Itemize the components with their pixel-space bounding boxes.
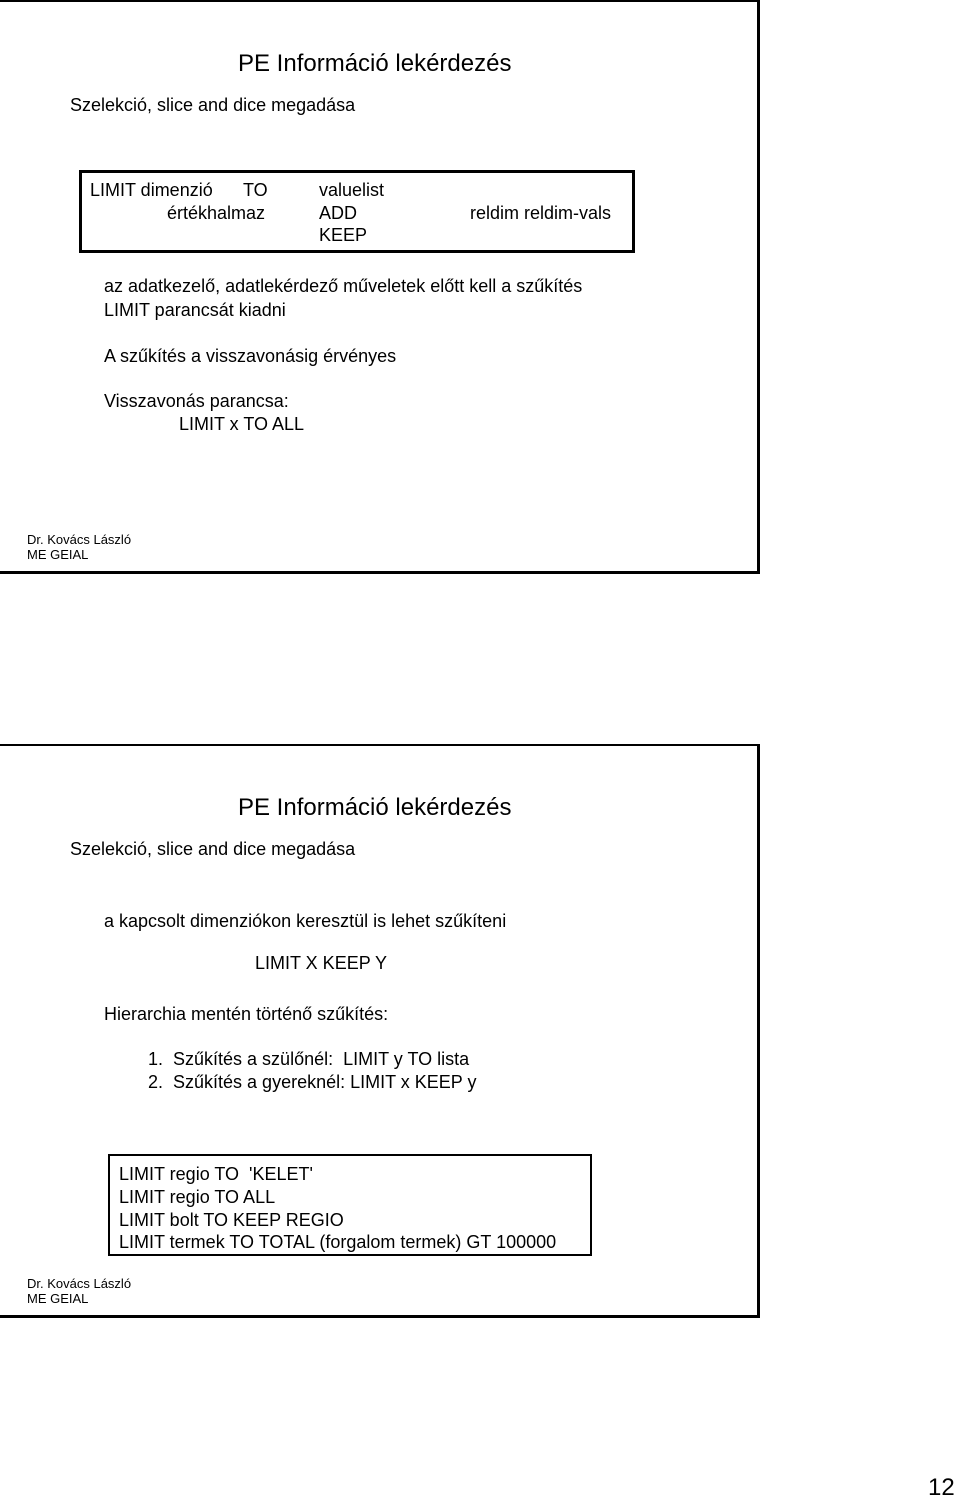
example-line: LIMIT regio TO ALL <box>119 1187 276 1207</box>
paragraph-line: LIMIT parancsát kiadni <box>104 300 286 320</box>
syntax-value-set: értékhalmaz <box>167 203 266 223</box>
author: Dr. Kovács László <box>27 1276 132 1291</box>
syntax-keep: KEEP <box>319 225 368 245</box>
page-number: 12 <box>928 1474 955 1501</box>
author: Dr. Kovács László <box>27 532 132 547</box>
syntax-to: TO <box>243 180 268 200</box>
institution: ME GEIAL <box>27 1291 89 1306</box>
slide-title: PE Információ lekérdezés <box>238 50 512 77</box>
examples-box <box>108 1154 592 1256</box>
example-line: LIMIT regio TO 'KELET' <box>119 1164 313 1184</box>
paragraph-line: a kapcsolt dimenziókon keresztül is lehet szűkíteni <box>104 911 507 931</box>
list-item: 1. Szűkítés a szülőnél: LIMIT y TO lista <box>148 1049 470 1069</box>
paragraph-line: az adatkezelő, adatlekérdező műveletek előtt kell a szűkítés <box>104 276 583 296</box>
command-example: LIMIT X KEEP Y <box>255 953 388 973</box>
list-item: 2. Szűkítés a gyereknél: LIMIT x KEEP y <box>148 1072 477 1092</box>
paragraph-line: Visszavonás parancsa: <box>104 391 289 411</box>
syntax-reldim: reldim reldim-vals <box>470 203 612 223</box>
institution: ME GEIAL <box>27 547 89 562</box>
syntax-box <box>79 170 635 253</box>
slide-1 <box>0 0 760 574</box>
slide-subtitle: Szelekció, slice and dice megadása <box>70 839 356 859</box>
syntax-limit-dimension: LIMIT dimenzió <box>90 180 213 200</box>
slide-title: PE Információ lekérdezés <box>238 794 512 821</box>
slide-subtitle: Szelekció, slice and dice megadása <box>70 95 356 115</box>
example-line: LIMIT termek TO TOTAL (forgalom termek) GT 100000 <box>119 1232 557 1252</box>
syntax-add: ADD <box>319 203 358 223</box>
paragraph-line: A szűkítés a visszavonásig érvényes <box>104 346 397 366</box>
syntax-valuelist: valuelist <box>319 180 385 200</box>
example-line: LIMIT bolt TO KEEP REGIO <box>119 1210 344 1230</box>
command-example: LIMIT x TO ALL <box>179 414 305 434</box>
slide-2 <box>0 744 760 1318</box>
paragraph-line: Hierarchia mentén történő szűkítés: <box>104 1004 389 1024</box>
